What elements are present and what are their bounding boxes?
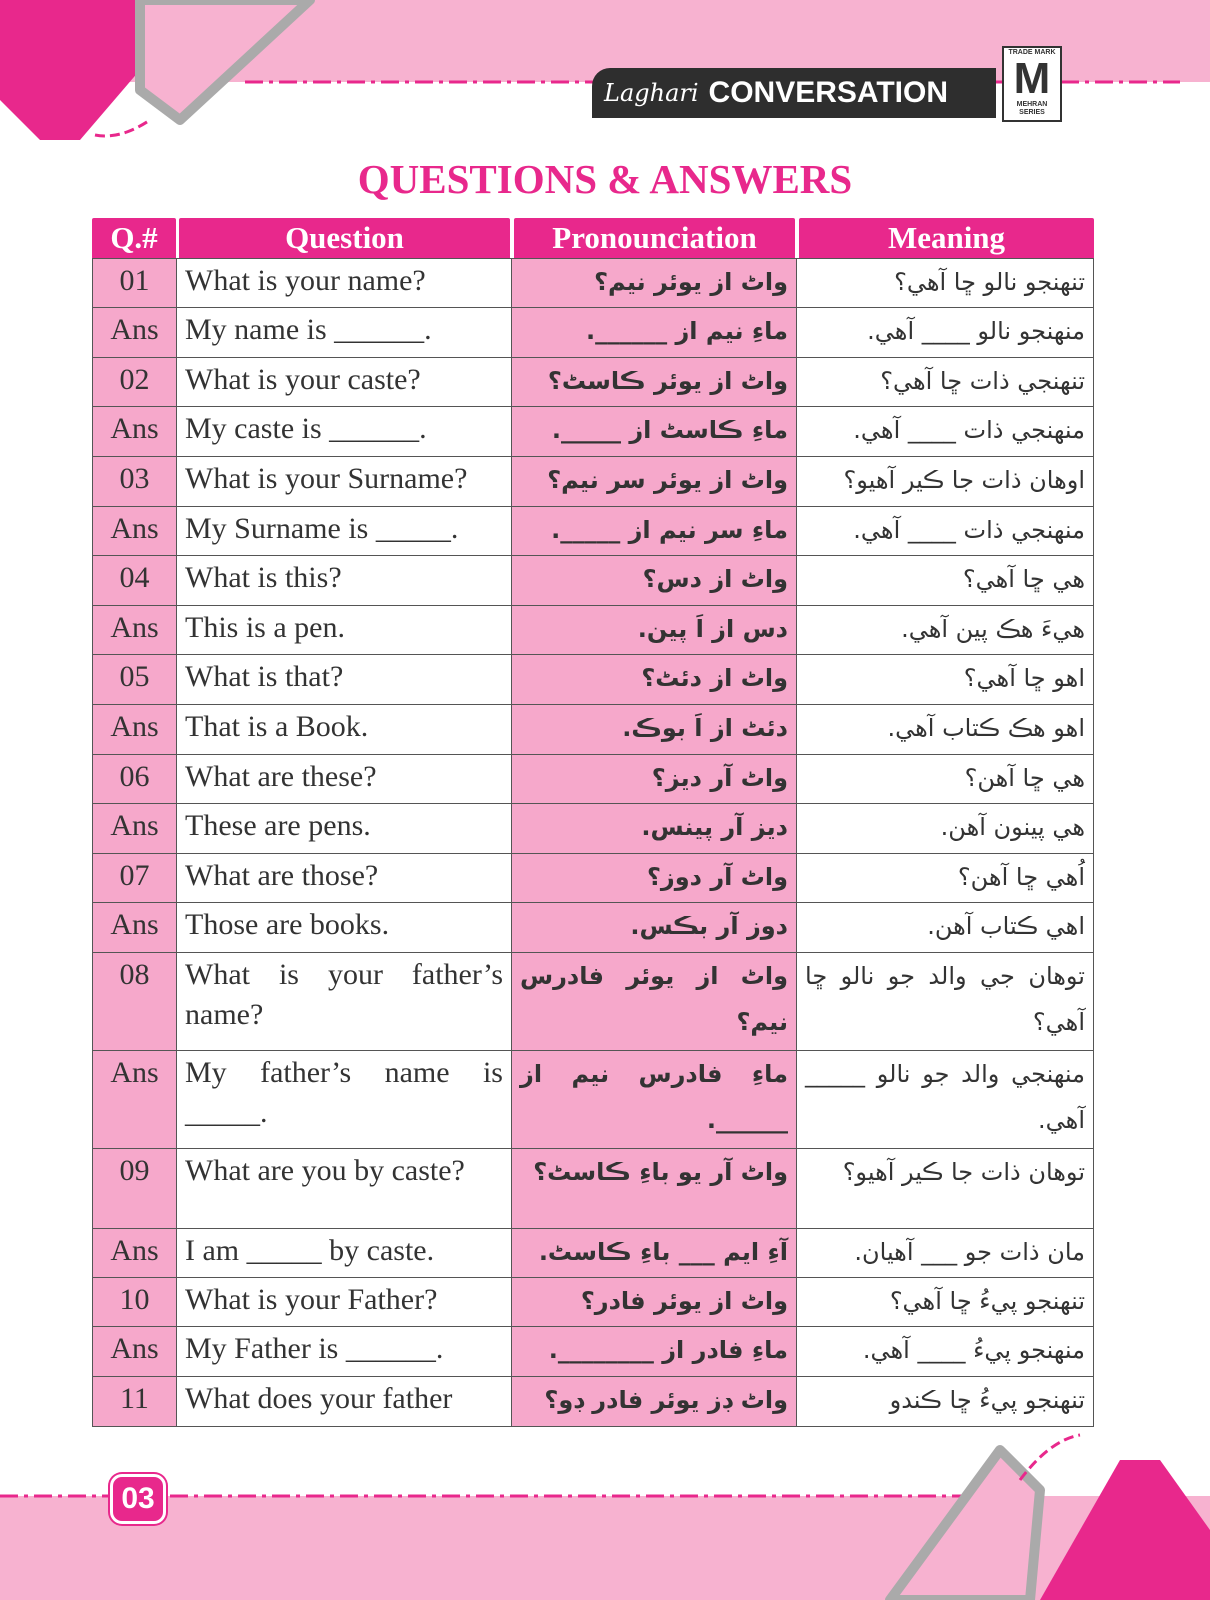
header-qnum: Q.# xyxy=(92,218,176,260)
question-cell: My caste is ______. xyxy=(177,407,512,457)
row-number: 02 xyxy=(93,358,177,407)
pronunciation-cell: واٹ از یوئر فادرس نیم؟ xyxy=(512,953,797,1051)
meaning-cell: تنهنجو پيءُ ڇا آهي؟ xyxy=(797,1278,1094,1327)
question-cell: What are these? xyxy=(177,755,512,804)
row-number: 04 xyxy=(93,556,177,606)
question-cell: These are pens. xyxy=(177,804,512,854)
row-number: Ans xyxy=(93,1051,177,1149)
table-row xyxy=(93,1051,1094,1149)
meaning-cell: اُهي ڇا آهن؟ xyxy=(797,854,1094,903)
question-cell: What is your father’s name? xyxy=(177,953,512,1051)
table-row xyxy=(93,259,1094,308)
row-number: 05 xyxy=(93,655,177,705)
table-row xyxy=(93,953,1094,1051)
question-cell: What is this? xyxy=(177,556,512,606)
table-row xyxy=(93,556,1094,606)
row-number: 01 xyxy=(93,259,177,308)
brand-banner xyxy=(592,68,996,118)
table-row xyxy=(93,1377,1094,1427)
pronunciation-cell: ماءِ فادرس نیم از ______. xyxy=(512,1051,797,1149)
row-number: 03 xyxy=(93,457,177,507)
pronunciation-cell: دس از اَ پين. xyxy=(512,606,797,655)
trademark-bottom: MEHRAN SERIES xyxy=(1016,101,1048,116)
trademark-logo xyxy=(1002,46,1062,122)
row-number: 11 xyxy=(93,1377,177,1427)
meaning-cell: مان ذات جو ___ آهيان. xyxy=(797,1229,1094,1278)
row-number: Ans xyxy=(93,308,177,358)
meaning-cell: توهان ذات جا ڪير آهيو؟ xyxy=(797,1149,1094,1229)
meaning-cell: تنهنجي ذات ڇا آهي؟ xyxy=(797,358,1094,407)
question-cell: What is that? xyxy=(177,655,512,705)
meaning-cell: اوهان ذات جا ڪير آهيو؟ xyxy=(797,457,1094,507)
pronunciation-cell: واٹ از یوئر ڪاسٹ؟ xyxy=(512,358,797,407)
row-number: Ans xyxy=(93,606,177,655)
meaning-cell: اهو هڪ ڪتاب آهي. xyxy=(797,705,1094,755)
brand-script: Laghari xyxy=(604,79,699,107)
meaning-cell: منهنجي ذات ____ آهي. xyxy=(797,407,1094,457)
pronunciation-cell: ماءِ ڪاسٹ از _____. xyxy=(512,407,797,457)
pronunciation-cell: واٹ آر دوز؟ xyxy=(512,854,797,903)
table-row xyxy=(93,1229,1094,1278)
question-cell: What are those? xyxy=(177,854,512,903)
pronunciation-cell: دئٹ از اَ بوڪ. xyxy=(512,705,797,755)
question-cell: I am _____ by caste. xyxy=(177,1229,512,1278)
header-question: Question xyxy=(179,218,510,260)
question-cell: That is a Book. xyxy=(177,705,512,755)
meaning-cell: منهنجو نالو ____ آهي. xyxy=(797,308,1094,358)
row-number: 06 xyxy=(93,755,177,804)
question-cell: What is your caste? xyxy=(177,358,512,407)
table-row xyxy=(93,606,1094,655)
row-number: Ans xyxy=(93,507,177,556)
row-number: Ans xyxy=(93,705,177,755)
table-row xyxy=(93,1149,1094,1229)
meaning-cell: هي ڇا آهي؟ xyxy=(797,556,1094,606)
table-row xyxy=(93,854,1094,903)
meaning-cell: هيءَ هڪ پين آهي. xyxy=(797,606,1094,655)
pronunciation-cell: واٹ از یوئر فادر؟ xyxy=(512,1278,797,1327)
table-row xyxy=(93,804,1094,854)
question-cell: My Surname is _____. xyxy=(177,507,512,556)
table-row xyxy=(93,457,1094,507)
table-row xyxy=(93,308,1094,358)
question-cell: My father’s name is _____. xyxy=(177,1051,512,1149)
pronunciation-cell: واٹ از یوئر سر نیم؟ xyxy=(512,457,797,507)
trademark-letter: M xyxy=(1013,54,1051,103)
row-number: Ans xyxy=(93,1229,177,1278)
pronunciation-cell: ديز آر پينس. xyxy=(512,804,797,854)
table-row xyxy=(93,1278,1094,1327)
meaning-cell: تنهنجو نالو ڇا آهي؟ xyxy=(797,259,1094,308)
table-row xyxy=(93,507,1094,556)
trademark-top: TRADE MARK xyxy=(1008,49,1056,56)
meaning-cell: منهنجي والد جو نالو _____ آهي. xyxy=(797,1051,1094,1149)
table-row xyxy=(93,655,1094,705)
pronunciation-cell: دوز آر بڪس. xyxy=(512,903,797,953)
pronunciation-cell: واٹ از دئٹ؟ xyxy=(512,655,797,705)
row-number: 09 xyxy=(93,1149,177,1229)
table-row xyxy=(93,903,1094,953)
pronunciation-cell: واٹ از یوئر نیم؟ xyxy=(512,259,797,308)
question-cell: What is your Surname? xyxy=(177,457,512,507)
page-number: 03 xyxy=(110,1474,166,1524)
pronunciation-cell: واٹ آر ديز؟ xyxy=(512,755,797,804)
meaning-cell: اهو ڇا آهي؟ xyxy=(797,655,1094,705)
row-number: Ans xyxy=(93,407,177,457)
question-cell: What is your name? xyxy=(177,259,512,308)
question-cell: My name is ______. xyxy=(177,308,512,358)
meaning-cell: تنهنجو پيءُ ڇا ڪندو xyxy=(797,1377,1094,1427)
pronunciation-cell: ماءِ سر نیم از _____. xyxy=(512,507,797,556)
pronunciation-cell: ماءِ نیم از ______. xyxy=(512,308,797,358)
row-number: 08 xyxy=(93,953,177,1051)
meaning-cell: منهنجي ذات ____ آهي. xyxy=(797,507,1094,556)
pronunciation-cell: واٹ آر یو باءِ ڪاسٹ؟ xyxy=(512,1149,797,1229)
question-cell: My Father is ______. xyxy=(177,1327,512,1377)
meaning-cell: توهان جي والد جو نالو ڇا آهي؟ xyxy=(797,953,1094,1051)
row-number: Ans xyxy=(93,1327,177,1377)
brand-title: CONVERSATION xyxy=(708,76,948,109)
table-row xyxy=(93,407,1094,457)
row-number: Ans xyxy=(93,903,177,953)
table-row xyxy=(93,1327,1094,1377)
pronunciation-cell: آءِ ايم ___ باءِ ڪاسٹ. xyxy=(512,1229,797,1278)
question-cell: What does your father xyxy=(177,1377,512,1427)
header-meaning: Meaning xyxy=(799,218,1094,260)
meaning-cell: هي ڇا آهن؟ xyxy=(797,755,1094,804)
row-number: 07 xyxy=(93,854,177,903)
table-row xyxy=(93,358,1094,407)
pronunciation-cell: واٹ از دس؟ xyxy=(512,556,797,606)
question-cell: This is a pen. xyxy=(177,606,512,655)
pronunciation-cell: ماءِ فادر از ________. xyxy=(512,1327,797,1377)
header-pronunciation: Pronounciation xyxy=(514,218,795,260)
table-row xyxy=(93,755,1094,804)
question-cell: Those are books. xyxy=(177,903,512,953)
question-cell: What are you by caste? xyxy=(177,1149,512,1229)
table-row xyxy=(93,705,1094,755)
page-title: QUESTIONS & ANSWERS xyxy=(357,156,853,202)
pronunciation-cell: واٹ ڊز یوئر فادر ڊو؟ xyxy=(512,1377,797,1427)
question-cell: What is your Father? xyxy=(177,1278,512,1327)
qa-table xyxy=(92,258,1094,1427)
row-number: Ans xyxy=(93,804,177,854)
meaning-cell: اهي ڪتاب آهن. xyxy=(797,903,1094,953)
row-number: 10 xyxy=(93,1278,177,1327)
meaning-cell: منهنجو پيءُ ____ آهي. xyxy=(797,1327,1094,1377)
meaning-cell: هي پينون آهن. xyxy=(797,804,1094,854)
